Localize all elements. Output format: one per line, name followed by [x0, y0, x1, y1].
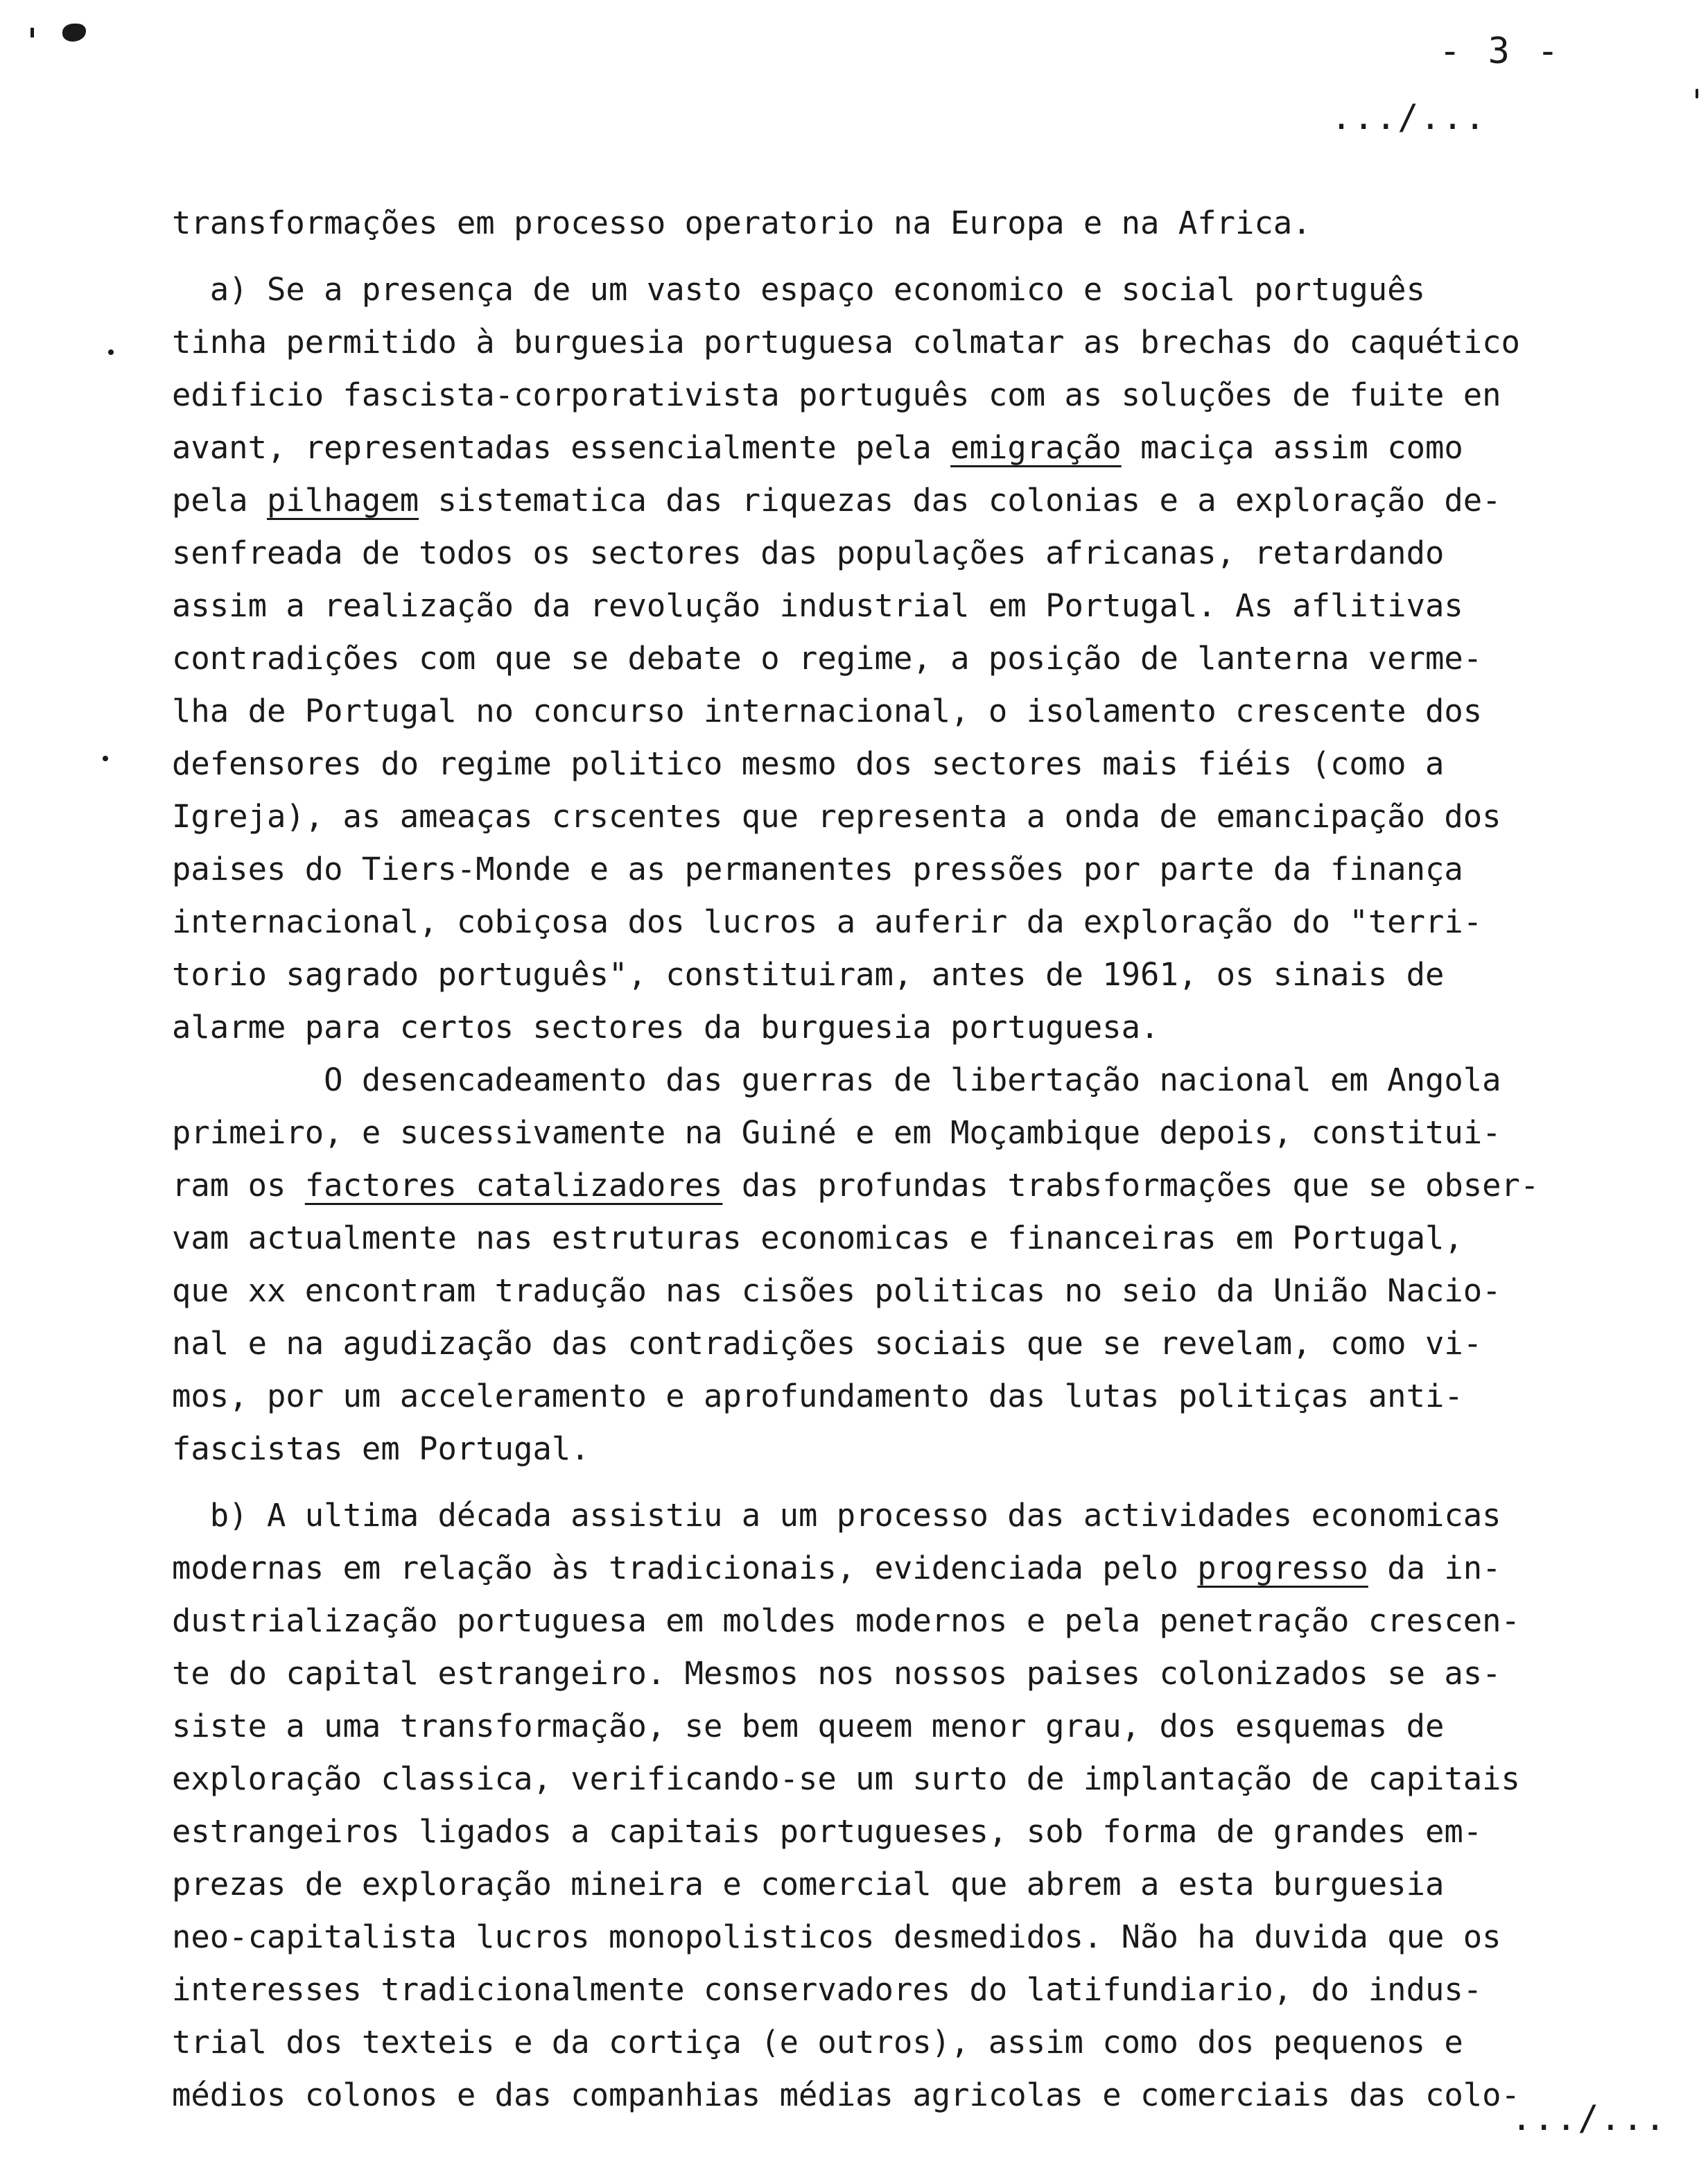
underlined-word: emigração [950, 429, 1122, 466]
text-line: paises do Tiers-Monde e as permanentes pressões por parte da finança [172, 851, 1463, 887]
text-line: dustrialização portuguesa em moldes modernos e pela penetração crescen- [172, 1602, 1520, 1639]
continuation-marker-bottom: .../... [1511, 2098, 1667, 2138]
text-line: trial dos texteis e da cortiça (e outros), assim como dos pequenos e [172, 2024, 1463, 2061]
text-line: vam actualmente nas estruturas economicas e financeiras em Portugal, [172, 1220, 1463, 1256]
page-number: - 3 - [1439, 31, 1562, 72]
text-line: tinha permitido à burguesia portuguesa colmatar as brechas do caquético [172, 324, 1520, 361]
text-line: alarme para certos sectores da burguesia portuguesa. [172, 1009, 1160, 1046]
text-line: exploração classica, verificando-se um surto de implantação de capitais [172, 1760, 1520, 1797]
ink-mark [103, 756, 108, 761]
underlined-word: progresso [1197, 1550, 1368, 1586]
text-line: b) A ultima década assistiu a um processo das actividades economicas [172, 1497, 1501, 1534]
text-line: O desencadeamento das guerras de libertação nacional em Angola [172, 1061, 1501, 1098]
text-line: edificio fascista-corporativista português com as soluções de fuite en [172, 376, 1501, 413]
ink-mark [1696, 89, 1698, 98]
text-line: senfreada de todos os sectores das populações africanas, retardando [172, 535, 1445, 571]
text-line: siste a uma transformação, se bem queem menor grau, dos esquemas de [172, 1708, 1445, 1744]
text-line: te do capital estrangeiro. Mesmos nos nossos paises colonizados se as- [172, 1655, 1501, 1692]
text-line: contradições com que se debate o regime, a posição de lanterna verme- [172, 640, 1483, 677]
ink-mark [31, 28, 34, 37]
text-line: neo-capitalista lucros monopolisticos desmedidos. Não ha duvida que os [172, 1918, 1501, 1955]
text-line: prezas de exploração mineira e comercial que abrem a esta burguesia [172, 1866, 1445, 1903]
text-line: assim a realização da revolução industrial em Portugal. As aflitivas [172, 587, 1463, 624]
text-line: pela pilhagem sistematica das riquezas das colonias e a exploração de- [172, 482, 1501, 519]
ink-blot [62, 24, 86, 42]
text-line: estrangeiros ligados a capitais portugueses, sob forma de grandes em- [172, 1813, 1483, 1850]
text-line: defensores do regime politico mesmo dos sectores mais fiéis (como a [172, 745, 1445, 782]
text-line: ram os factores catalizadores das profundas trabsformações que se obser- [172, 1167, 1540, 1204]
text-line: avant, representadas essencialmente pela emigração maciça assim como [172, 429, 1463, 466]
continuation-marker-top: .../... [1331, 97, 1487, 137]
text-line: médios colonos e das companhias médias agricolas e comerciais das colo- [172, 2077, 1520, 2113]
underlined-word: pilhagem [266, 482, 419, 519]
text-line: a) Se a presença de um vasto espaço economico e social português [172, 271, 1425, 308]
underlined-phrase: factores catalizadores [304, 1167, 723, 1204]
text-line: mos, por um acceleramento e aprofundamento das lutas politiças anti- [172, 1378, 1463, 1414]
text-line: lha de Portugal no concurso internacional, o isolamento crescente dos [172, 693, 1483, 729]
text-line: Igreja), as ameaças crscentes que representa a onda de emancipação dos [172, 798, 1501, 835]
text-line: fascistas em Portugal. [172, 1430, 590, 1467]
body-text [172, 197, 1683, 2122]
text-line: interesses tradicionalmente conservadores do latifundiario, do indus- [172, 1971, 1483, 2008]
text-line: internacional, cobiçosa dos lucros a auferir da exploração do "terri- [172, 903, 1483, 940]
text-line: nal e na agudização das contradições sociais que se revelam, como vi- [172, 1325, 1483, 1362]
text-line: que xx encontram tradução nas cisões politicas no seio da União Nacio- [172, 1272, 1501, 1309]
text-line: primeiro, e sucessivamente na Guiné e em Moçambique depois, constitui- [172, 1114, 1501, 1151]
text-line: torio sagrado português", constituiram, antes de 1961, os sinais de [172, 956, 1445, 993]
text-line: transformações em processo operatorio na Europa e na Africa. [172, 205, 1312, 241]
text-line: modernas em relação às tradicionais, evidenciada pelo progresso da in- [172, 1550, 1501, 1586]
ink-mark [108, 349, 114, 355]
